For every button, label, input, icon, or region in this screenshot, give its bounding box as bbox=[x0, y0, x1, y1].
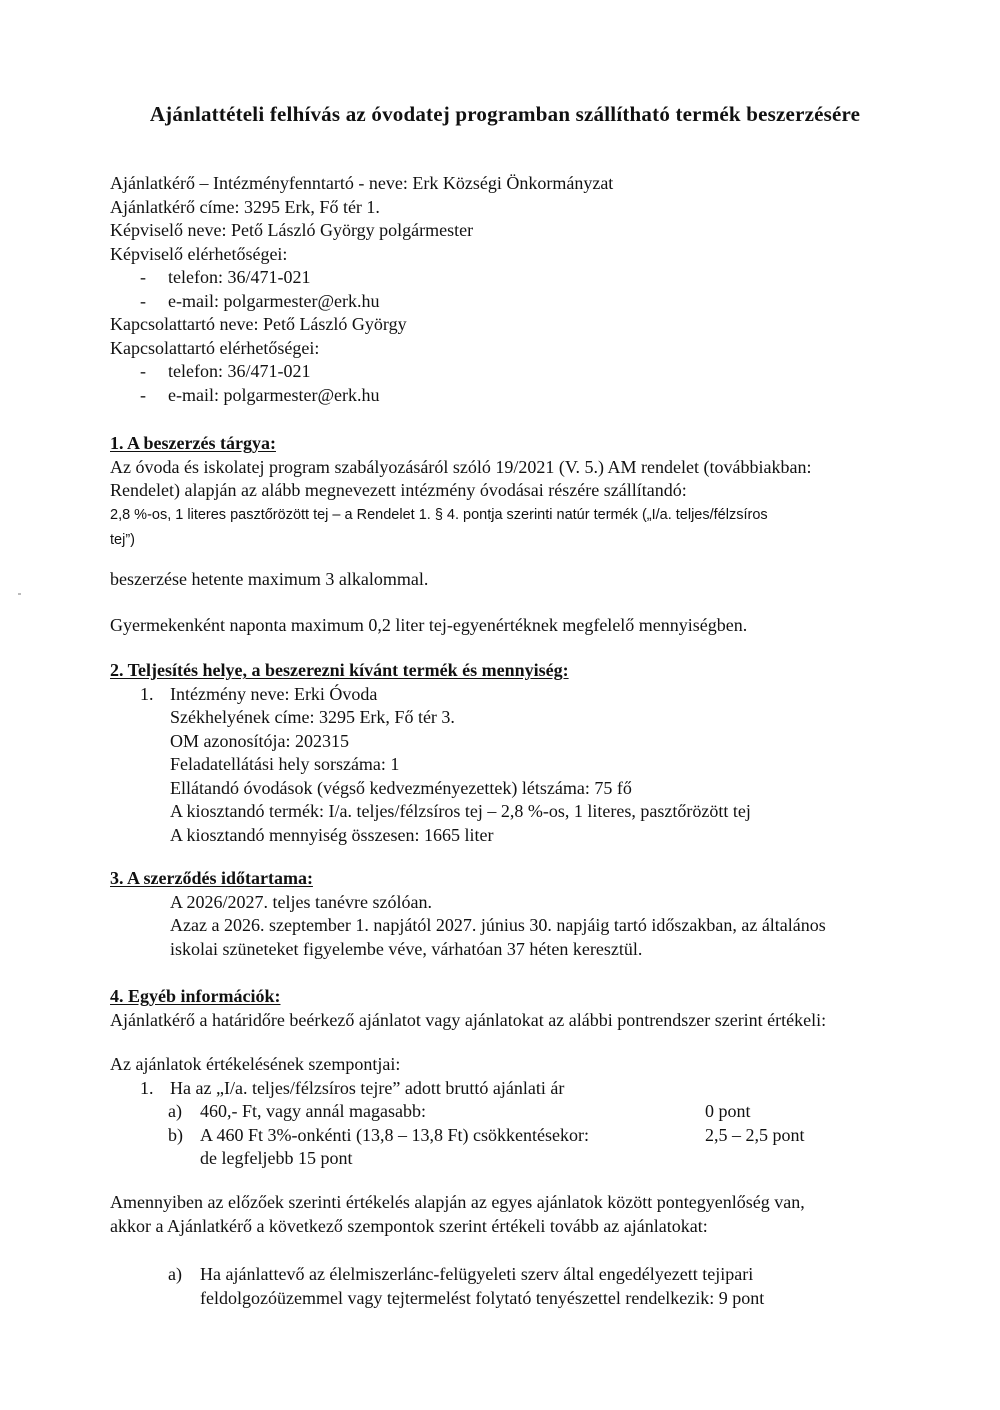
tie-breaker bbox=[110, 1191, 940, 1238]
bullet-dash: - bbox=[140, 361, 146, 381]
criterion-item bbox=[110, 1077, 940, 1101]
section-1-product-line: tej”) bbox=[110, 531, 135, 548]
representative-contacts-label: Képviselő elérhetőségei: bbox=[110, 243, 288, 264]
criteria-label: Az ajánlatok értékelésének szempontjai: bbox=[110, 1054, 401, 1074]
requester-name: Ajánlatkérő – Intézményfenntartó - neve: Erk Községi Önkormányzat bbox=[110, 173, 614, 193]
contact-email-item bbox=[110, 384, 940, 408]
option-a-text: 460,- Ft, vagy annál magasabb: bbox=[200, 1101, 426, 1121]
section-1-paragraph: Gyermekenként naponta maximum 0,2 liter tej-egyenértéknek megfelelő mennyiségben. bbox=[110, 615, 748, 635]
institution-item bbox=[110, 683, 940, 707]
scan-speck bbox=[18, 593, 21, 595]
section-3-line: Azaz a 2026. szeptember 1. napjától 2027. június 30. napjáig tartó időszakban, az általános bbox=[170, 915, 826, 935]
institution-quantity: A kiosztandó mennyiség összesen: 1665 liter bbox=[170, 824, 494, 845]
section-3-line: iskolai szüneteket figyelembe véve, várhatóan 37 héten keresztül. bbox=[170, 938, 643, 959]
institution-seat: Székhelyének címe: 3295 Erk, Fő tér 3. bbox=[170, 707, 455, 727]
contact-phone: telefon: 36/471-021 bbox=[168, 361, 311, 381]
contact-name: Kapcsolattartó neve: Pető László György bbox=[110, 314, 407, 334]
criterion-text: Ha az „I/a. teljes/félzsíros tejre” adott bruttó ajánlati ár bbox=[170, 1077, 565, 1098]
representative-phone: telefon: 36/471-021 bbox=[168, 267, 311, 287]
criterion-option-b bbox=[110, 1124, 940, 1148]
bullet-dash: - bbox=[140, 290, 146, 311]
option-letter: b) bbox=[168, 1124, 183, 1145]
option-b-points: 2,5 – 2,5 pont bbox=[705, 1124, 805, 1145]
option-a-points: 0 pont bbox=[705, 1101, 751, 1121]
section-1-heading: 1. A beszerzés tárgya: bbox=[110, 433, 276, 453]
criterion-option-a bbox=[110, 1100, 940, 1124]
option-letter: a) bbox=[168, 1264, 182, 1284]
section-1-product-line: 2,8 %-os, 1 literes pasztőrözött tej – a Rendelet 1. § 4. pontja szerinti natúr termék („I/a. teljes/félzsíros bbox=[110, 506, 768, 523]
bullet-dash: - bbox=[140, 384, 146, 405]
institution-product: A kiosztandó termék: I/a. teljes/félzsíros tej – 2,8 %-os, 1 literes, pasztőrözött tej bbox=[170, 801, 751, 821]
bullet-dash: - bbox=[140, 267, 146, 287]
institution-name: Intézmény neve: Erki Óvoda bbox=[170, 683, 378, 704]
contact-phone-item bbox=[110, 360, 940, 384]
section-1-paragraph: beszerzése hetente maximum 3 alkalommal. bbox=[110, 569, 429, 589]
section-3-heading: 3. A szerződés időtartama: bbox=[110, 868, 313, 888]
section-2 bbox=[110, 659, 940, 847]
representative-name: Képviselő neve: Pető László György polgármester bbox=[110, 220, 474, 240]
contact-contacts-label: Kapcsolattartó elérhetőségei: bbox=[110, 337, 320, 358]
section-3 bbox=[110, 867, 940, 961]
section-4-heading: 4. Egyéb információk: bbox=[110, 986, 281, 1006]
contact-email: e-mail: polgarmester@erk.hu bbox=[168, 384, 380, 405]
section-4-intro: Ajánlatkérő a határidőre beérkező ajánlatot vagy ajánlatokat az alábbi pontrendszer szerint értékeli: bbox=[110, 1009, 827, 1030]
option-b-text: A 460 Ft 3%-onkénti (13,8 – 13,8 Ft) csökkentésekor: bbox=[200, 1124, 589, 1145]
institution-site-number: Feladatellátási hely sorszáma: 1 bbox=[170, 754, 400, 774]
section-1-frequency bbox=[110, 568, 940, 592]
institution-om: OM azonosítója: 202315 bbox=[170, 730, 349, 751]
evaluation-criteria bbox=[110, 1053, 940, 1171]
tie-option-a-text: Ha ajánlattevő az élelmiszerlánc-felügyeleti szerv által engedélyezett tejipari bbox=[200, 1264, 754, 1284]
representative-phone-item bbox=[110, 266, 940, 290]
tie-option-a-text-cont: feldolgozóüzemmel vagy tejtermelést folytató tenyészettel rendelkezik: 9 pont bbox=[200, 1287, 765, 1308]
representative-email: e-mail: polgarmester@erk.hu bbox=[168, 290, 380, 311]
document-title: Ajánlattételi felhívás az óvodatej programban szállítható termék beszerzésére bbox=[149, 102, 861, 126]
tie-option-a bbox=[110, 1263, 940, 1287]
institution-children-count: Ellátandó óvodások (végső kedvezményezettek) létszáma: 75 fő bbox=[170, 777, 632, 798]
option-b-extra: de legfeljebb 15 pont bbox=[200, 1148, 353, 1168]
section-2-heading: 2. Teljesítés helye, a beszerezni kívánt termék és mennyiség: bbox=[110, 660, 569, 680]
option-letter: a) bbox=[168, 1101, 182, 1121]
requester-block bbox=[110, 172, 940, 407]
list-number: 1. bbox=[140, 683, 154, 704]
section-1 bbox=[110, 432, 940, 553]
tie-breaker-line: akkor a Ajánlatkérő a következő szempontok szerint értékeli tovább az ajánlatokat: bbox=[110, 1215, 708, 1236]
section-4 bbox=[110, 985, 940, 1032]
requester-address: Ajánlatkérő címe: 3295 Erk, Fő tér 1. bbox=[110, 196, 380, 217]
tie-breaker-criteria bbox=[110, 1263, 940, 1310]
section-3-line: A 2026/2027. teljes tanévre szólóan. bbox=[170, 891, 432, 912]
section-1-line: Az óvoda és iskolatej program szabályozásáról szóló 19/2021 (V. 5.) AM rendelet (továbbiakban: bbox=[110, 456, 812, 477]
section-1-line: Rendelet) alapján az alább megnevezett intézmény óvodásai részére szállítandó: bbox=[110, 480, 687, 500]
section-1-quantity bbox=[110, 614, 940, 638]
tie-breaker-line: Amennyiben az előzőek szerinti értékelés alapján az egyes ajánlatok között pontegyenlőség van, bbox=[110, 1192, 805, 1212]
representative-email-item bbox=[110, 290, 940, 314]
list-number: 1. bbox=[140, 1077, 154, 1098]
